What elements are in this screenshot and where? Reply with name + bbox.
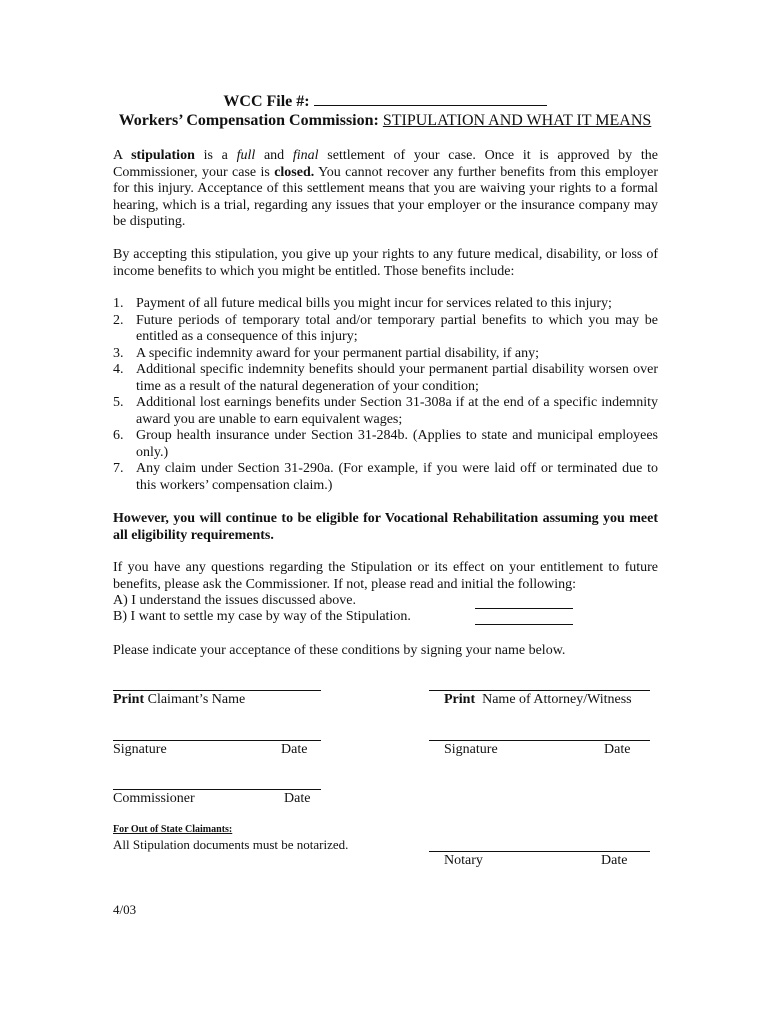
list-item bbox=[113, 395, 658, 428]
attorney-name-line[interactable] bbox=[429, 690, 650, 691]
intro-closed: closed. bbox=[274, 164, 315, 180]
attorney-signature-label: Signature bbox=[444, 742, 498, 757]
intro-and: and bbox=[255, 148, 293, 163]
benefits-list bbox=[113, 296, 658, 494]
list-item-number: 3. bbox=[113, 345, 124, 361]
list-item-number: 1. bbox=[113, 296, 124, 311]
list-item-text: Payment of all future medical bills you might incur for services related to this injury; bbox=[136, 296, 612, 311]
list-item bbox=[113, 362, 658, 395]
list-item bbox=[113, 461, 658, 494]
intro-stipulation-term: stipulation bbox=[131, 148, 195, 163]
intro-is-a: is a bbox=[194, 148, 237, 163]
intro-final: final bbox=[292, 148, 319, 163]
list-item-number: 4. bbox=[113, 362, 124, 377]
list-item-number: 6. bbox=[113, 428, 124, 443]
list-item bbox=[113, 313, 658, 346]
list-item-number: 5. bbox=[113, 395, 124, 410]
attorney-signature-line[interactable] bbox=[429, 740, 650, 741]
claimant-signature-label: Signature bbox=[113, 742, 167, 757]
notary-signature-line[interactable] bbox=[429, 851, 650, 852]
list-item bbox=[113, 346, 658, 363]
accepting-paragraph: By accepting this stipulation, you give up your rights to any future medical, disability, or loss of income benefits to which you might be entitled. Those benefits include: bbox=[113, 247, 658, 279]
intro-a: A bbox=[113, 148, 132, 163]
notarization-notice: All Stipulation documents must be notarized. bbox=[113, 837, 349, 852]
attorney-date-label: Date bbox=[604, 742, 631, 757]
revision-date: 4/03 bbox=[113, 902, 137, 917]
list-item-number: 7. bbox=[113, 461, 124, 476]
list-item bbox=[113, 296, 658, 313]
initial-b-statement: B) I want to settle my case by way of the Stipulation. bbox=[113, 609, 411, 624]
print-word: Print bbox=[113, 692, 145, 707]
initial-a-field[interactable] bbox=[475, 608, 573, 609]
acceptance-instruction: Please indicate your acceptance of these conditions by signing your name below. bbox=[113, 643, 566, 658]
page-title bbox=[0, 112, 770, 130]
commissioner-signature-line[interactable] bbox=[113, 789, 321, 790]
attorney-name-text: Name of Attorney/Witness bbox=[475, 692, 632, 707]
claimant-name-label bbox=[113, 692, 245, 708]
attorney-name-label bbox=[444, 692, 632, 708]
questions-paragraph: If you have any questions regarding the Stipulation or its effect on your entitlement to future benefits, please ask the Commissioner. If not, please read and initial the following: bbox=[113, 560, 658, 592]
list-item-text: Additional lost earnings benefits under Section 31-308a if at the end of a specific indemnity award you are unable to earn equivalent wages; bbox=[136, 395, 658, 427]
list-item-text: Additional specific indemnity benefits should your permanent partial disability worsen over time as a result of the natural degeneration of your condition; bbox=[136, 362, 658, 394]
commissioner-label: Commissioner bbox=[113, 791, 195, 806]
commissioner-date-label: Date bbox=[284, 791, 311, 806]
list-item-number: 2. bbox=[113, 312, 124, 328]
intro-paragraph bbox=[113, 148, 658, 231]
print-word: Print bbox=[444, 692, 476, 707]
vocational-rehab-notice: However, you will continue to be eligible for Vocational Rehabilitation assuming you meet all eligibility requirements. bbox=[113, 511, 658, 543]
list-item bbox=[113, 428, 658, 461]
claimant-name-line[interactable] bbox=[113, 690, 321, 691]
claimant-name-text: Claimant’s Name bbox=[144, 692, 246, 707]
intro-text-1: settlement of your case. Once it is approved by the Commissioner, your case is bbox=[113, 148, 658, 180]
claimant-signature-line[interactable] bbox=[113, 740, 321, 741]
notary-date-label: Date bbox=[601, 853, 628, 868]
wcc-file-number-field[interactable] bbox=[314, 91, 547, 106]
list-item-text: A specific indemnity award for your permanent partial disability, if any; bbox=[136, 345, 540, 361]
wcc-file-label: WCC File #: bbox=[223, 93, 310, 110]
intro-text-2: You cannot recover any further benefits from this employer for this injury. Acceptance of this settlement means that you are waiving your rights to a formal hearing, which is a trial, regarding any issues that your employer or the insurance company may be disputing. bbox=[113, 164, 658, 230]
document-title: STIPULATION AND WHAT IT MEANS bbox=[382, 112, 652, 129]
initial-a-statement: A) I understand the issues discussed above. bbox=[113, 593, 357, 608]
commission-name: Workers’ Compensation Commission: bbox=[118, 112, 379, 129]
initial-b-field[interactable] bbox=[475, 624, 573, 625]
list-item-text: Future periods of temporary total and/or temporary partial benefits to which you may be entitled as a consequence of this injury; bbox=[136, 312, 658, 344]
list-item-text: Group health insurance under Section 31-284b. (Applies to state and municipal employees only.) bbox=[136, 428, 658, 460]
out-of-state-heading: For Out of State Claimants: bbox=[113, 824, 233, 835]
intro-full: full bbox=[236, 148, 256, 163]
list-item-text: Any claim under Section 31-290a. (For example, if you were laid off or terminated due to this workers’ compensation claim.) bbox=[136, 461, 658, 493]
claimant-date-label: Date bbox=[281, 742, 308, 757]
wcc-file-number-heading bbox=[0, 91, 770, 111]
notary-label: Notary bbox=[444, 853, 483, 868]
